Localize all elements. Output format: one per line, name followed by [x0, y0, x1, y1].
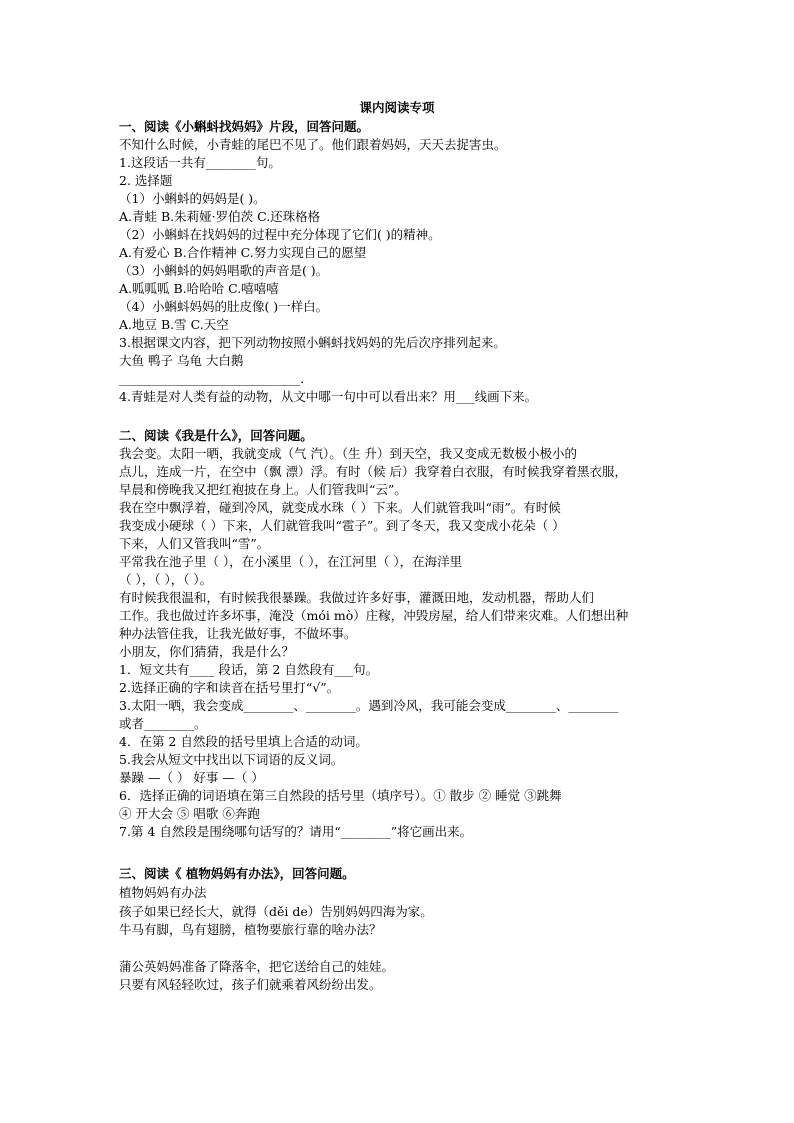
- section-2-line: 点儿，连成一片，在空中（飘 漂）浮。有时（候 后）我穿着白衣服，有时候我穿着黑衣服，: [119, 464, 627, 479]
- section-1-line: A.有爱心 B.合作精神 C.努力实现自己的愿望: [119, 245, 367, 260]
- section-1-line: （4）小蝌蚪妈妈的肚皮像( )一样白。: [119, 299, 329, 314]
- section-2-line: 1．短文共有____ 段话，第 2 自然段有___句。: [119, 662, 379, 677]
- section-1-line: A.青蛙 B.朱莉娅·罗伯茨 C.还珠格格: [119, 209, 321, 224]
- section-1-line: 2. 选择题: [119, 173, 173, 188]
- page-title: 课内阅读专项: [359, 100, 435, 115]
- section-1-line: （3）小蝌蚪的妈妈唱歌的声音是( )。: [119, 263, 329, 278]
- section-3-heading: 三、阅读《 植物妈妈有办法》，回答问题。: [119, 866, 355, 881]
- section-2-line: ④ 开大会 ⑤ 唱歌 ⑥奔跑: [119, 806, 260, 821]
- section-2-line: 暴躁 —（ ） 好事 —（ ）: [119, 770, 264, 785]
- section-3-line: 孩子如果已经长大，就得（děi de）告别妈妈四海为家。: [119, 904, 433, 919]
- section-1-line: 1.这段话一共有________句。: [119, 155, 281, 170]
- section-2-line: 我在空中飘浮着，碰到冷风，就变成水珠（ ）下来。人们就管我叫“雨”。有时候: [119, 500, 561, 515]
- section-2-line: 4．在第 2 自然段的括号里填上合适的动词。: [119, 734, 368, 749]
- section-1-line: A.地豆 B.雪 C.天空: [119, 317, 229, 332]
- section-1-line: 3.根据课文内容，把下列动物按照小蝌蚪找妈妈的先后次序排列起来。: [119, 335, 506, 350]
- section-1-line: 大鱼 鸭子 乌龟 大白鹅: [119, 353, 244, 368]
- section-2-line: 工作。我也做过许多坏事，淹没（mói mò）庄稼，冲毁房屋，给人们带来灾难。人们想出种: [119, 608, 629, 623]
- section-1-line: （2）小蝌蚪在找妈妈的过程中充分体现了它们( )的精神。: [119, 227, 441, 242]
- poem-title: 植物妈妈有办法: [119, 885, 207, 900]
- section-2-line: 平常我在池子里（ ），在小溪里（ ），在江河里（ ），在海洋里: [119, 554, 463, 569]
- section-2-line: 5.我会从短文中找出以下词语的反义词。: [119, 752, 344, 767]
- section-2-line: 3.太阳一晒，我会变成________、________。遇到冷风，我可能会变成________、________: [119, 698, 619, 713]
- section-2-line: 7.第 4 自然段是围绕哪句话写的？请用“________”将它画出来。: [119, 824, 473, 839]
- answer-blank-line: _____________________________．: [119, 371, 313, 386]
- section-3-line: 只要有风轻轻吹过，孩子们就乘着风纷纷出发。: [119, 977, 382, 992]
- section-2-line: 2.选择正确的字和读音在括号里打“√”。: [119, 680, 340, 695]
- section-2-line: 我变成小硬球（ ）下来，人们就管我叫“雹子”。到了冬天，我又变成小花朵（ ）: [119, 518, 565, 533]
- section-1-line: （1）小蝌蚪的妈妈是( )。: [119, 191, 266, 206]
- section-1-line: 不知什么时候，小青蛙的尾巴不见了。他们跟着妈妈，天天去捉害虫。: [119, 137, 507, 152]
- section-2-heading: 二、阅读《我是什么》，回答问题。: [119, 428, 313, 443]
- section-1-heading: 一、阅读《小蝌蚪找妈妈》片段，回答问题。: [119, 119, 370, 134]
- section-1-line: 4.青蛙是对人类有益的动物，从文中哪一句中可以看出来？用___线画下来。: [119, 389, 538, 404]
- section-3-line: 蒲公英妈妈准备了降落伞，把它送给自己的娃娃。: [119, 959, 395, 974]
- section-1-line: A.呱呱呱 B.哈哈哈 C.嘻嘻嘻: [119, 281, 279, 296]
- section-2-line: 下来，人们又管我叫“雪”。: [119, 536, 270, 551]
- section-2-line: 种办法管住我，让我光做好事，不做坏事。: [119, 626, 357, 641]
- section-2-line: 早晨和傍晚我又把红袍披在身上。人们管我叫“云”。: [119, 482, 407, 497]
- section-2-line: 或者________。: [119, 716, 207, 731]
- section-2-line: （ ），（ ），（ ）。: [119, 572, 213, 587]
- section-2-line: 小朋友，你们猜猜，我是什么？: [119, 644, 295, 659]
- section-2-line: 有时候我很温和，有时候我很暴躁。我做过许多好事，灌溉田地，发动机器，帮助人们: [119, 590, 595, 605]
- section-2-line: 我会变。太阳一晒，我就变成（气 汽）。（生 升）到天空，我又变成无数极小极小的: [119, 446, 577, 461]
- section-2-line: 6．选择正确的词语填在第三自然段的括号里（填序号）。① 散步 ② 睡觉 ③跳舞: [119, 788, 562, 803]
- section-3-line: 牛马有脚，鸟有翅膀，植物要旅行靠的啥办法？: [119, 922, 382, 937]
